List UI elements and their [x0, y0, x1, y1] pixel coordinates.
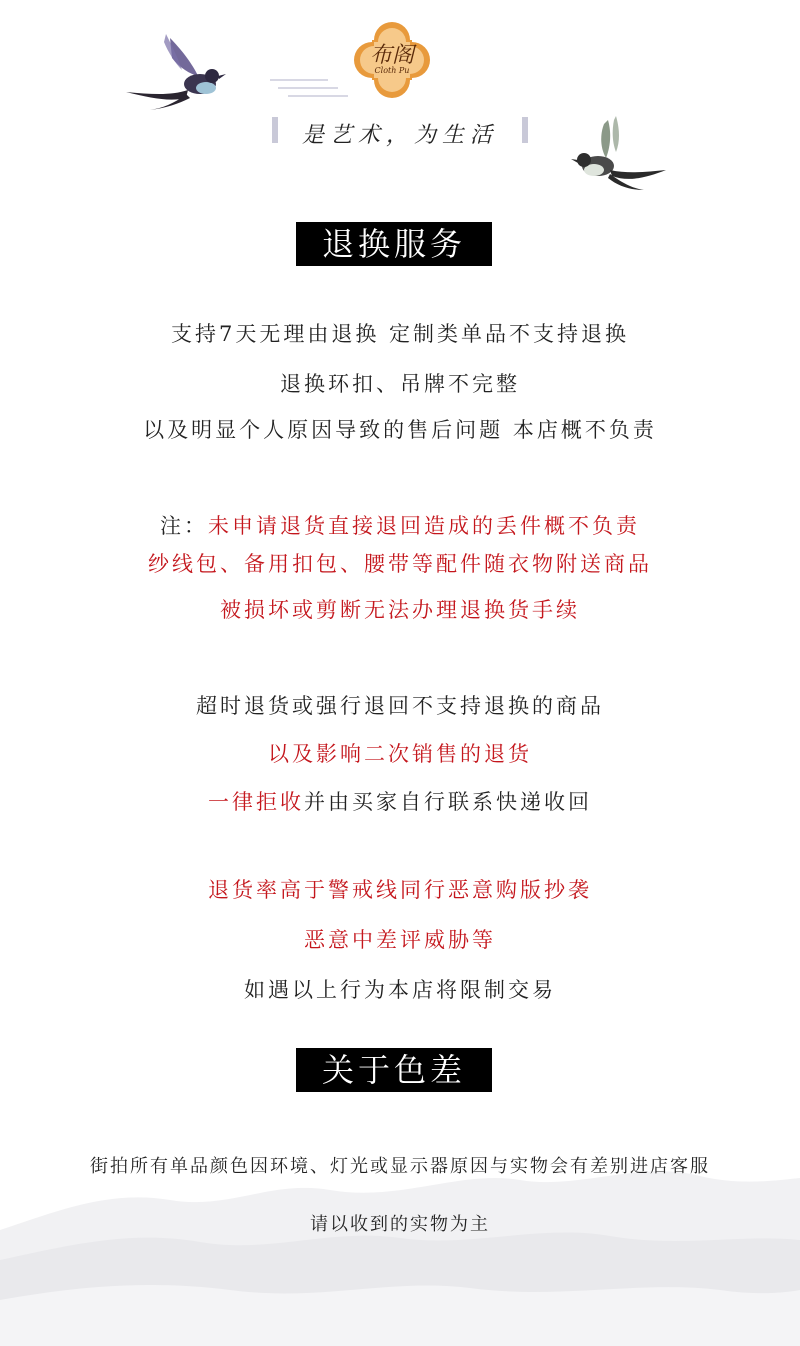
refusal-reject-text: 一律拒收: [208, 790, 304, 814]
color-diff-line-1: 街拍所有单品颜色因环境、灯光或显示器原因与实物会有差别进店客服: [90, 1156, 710, 1177]
note-text-1: 未申请退货直接退回造成的丢件概不负责: [208, 514, 640, 538]
returns-line-1: 支持7天无理由退换 定制类单品不支持退换: [170, 322, 630, 346]
refusal-courier-text: 并由买家自行联系快递收回: [304, 790, 592, 814]
note-line-3: 被损坏或剪断无法办理退换货手续: [220, 598, 580, 622]
refusal-line-2: 以及影响二次销售的退货: [268, 742, 532, 766]
returns-line-3: 以及明显个人原因导致的售后问题 本店概不负责: [143, 418, 657, 442]
note-line-2: 纱线包、备用扣包、腰带等配件随衣物附送商品: [148, 552, 652, 576]
note-line-1: [0, 510, 800, 540]
slogan: [268, 112, 532, 148]
note-prefix: 注：: [160, 514, 208, 538]
color-diff-line-2: 请以收到的实物为主: [310, 1214, 490, 1235]
cloud-decoration-icon: [268, 66, 358, 106]
returns-title: 退换服务: [296, 222, 492, 266]
malicious-line-1: 退货率高于警戒线同行恶意购版抄袭: [208, 878, 592, 902]
returns-line-2: 退换环扣、吊牌不完整: [280, 372, 520, 396]
slogan-bar-right: [522, 117, 528, 143]
malicious-line-2: 恶意中差评威胁等: [304, 928, 496, 952]
swallow-left-icon: [120, 28, 230, 113]
logo-text: 布阁: [369, 43, 414, 68]
swallow-right-icon: [570, 112, 670, 194]
refusal-line-3: [0, 786, 800, 816]
logo-subtext: Cloth Pu: [374, 66, 410, 75]
refusal-line-1: 超时退货或强行退回不支持退换的商品: [196, 694, 604, 718]
malicious-line-3: 如遇以上行为本店将限制交易: [244, 978, 556, 1002]
mountain-background-icon: [0, 1150, 800, 1346]
color-diff-title: 关于色差: [296, 1048, 492, 1092]
slogan-text: 是艺术，为生活: [301, 123, 498, 148]
